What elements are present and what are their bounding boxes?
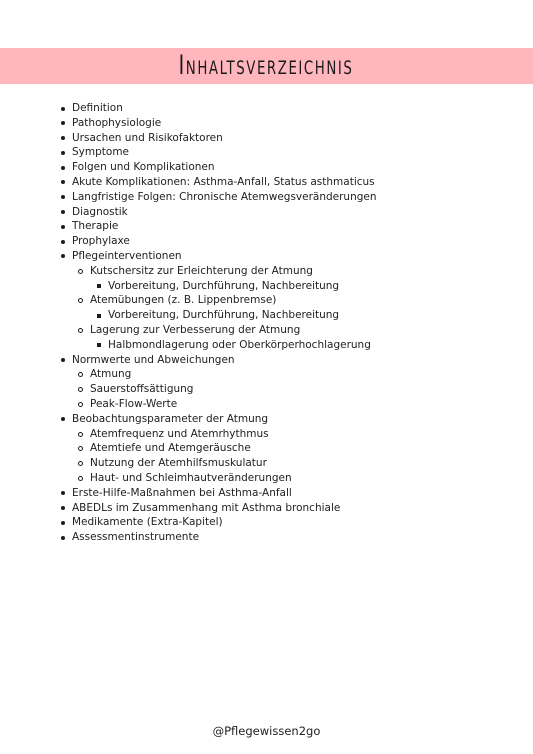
toc-item: Langfristige Folgen: Chronische Atemwegsveränderungen xyxy=(0,190,533,205)
toc-item-label: Pflegeinterventionen xyxy=(72,249,182,262)
toc-sublist xyxy=(72,367,533,411)
toc-item xyxy=(0,249,533,353)
toc-item: Diagnostik xyxy=(0,205,533,220)
toc-item-label: Normwerte und Abweichungen xyxy=(72,353,235,366)
toc-item: Assessmentinstrumente xyxy=(0,530,533,545)
toc-item: ABEDLs im Zusammenhang mit Asthma bronchiale xyxy=(0,501,533,516)
toc-subitem xyxy=(72,323,533,353)
table-of-contents xyxy=(0,101,533,545)
toc-item: Prophylaxe xyxy=(0,234,533,249)
title-band xyxy=(0,48,533,84)
toc-item: Erste-Hilfe-Maßnahmen bei Asthma-Anfall xyxy=(0,486,533,501)
toc-subitem xyxy=(72,293,533,323)
toc-sublist xyxy=(72,427,533,486)
toc-subsubitem: Vorbereitung, Durchführung, Nachbereitung xyxy=(90,308,533,323)
toc-item: Definition xyxy=(0,101,533,116)
toc-subitem: Haut- und Schleimhautveränderungen xyxy=(72,471,533,486)
toc-item xyxy=(0,412,533,486)
toc-subsubitem: Vorbereitung, Durchführung, Nachbereitung xyxy=(90,279,533,294)
footer-handle: @Pflegewissen2go xyxy=(212,724,321,738)
toc-item: Akute Komplikationen: Asthma-Anfall, Status asthmaticus xyxy=(0,175,533,190)
toc-subsublist xyxy=(90,308,533,323)
toc-item-label: Beobachtungsparameter der Atmung xyxy=(72,412,269,425)
toc-subsublist xyxy=(90,279,533,294)
toc-item: Medikamente (Extra-Kapitel) xyxy=(0,515,533,530)
toc-subitem-label: Kutschersitz zur Erleichterung der Atmung xyxy=(90,264,313,277)
toc-item: Ursachen und Risikofaktoren xyxy=(0,131,533,146)
toc-item: Pathophysiologie xyxy=(0,116,533,131)
toc-item: Symptome xyxy=(0,145,533,160)
toc-subitem: Sauerstoffsättigung xyxy=(72,382,533,397)
toc-subitem-label: Lagerung zur Verbesserung der Atmung xyxy=(90,323,301,336)
toc-item xyxy=(0,353,533,412)
toc-subsubitem: Halbmondlagerung oder Oberkörperhochlagerung xyxy=(90,338,533,353)
toc-subitem: Peak-Flow-Werte xyxy=(72,397,533,412)
toc-sublist xyxy=(72,264,533,353)
toc-subitem: Nutzung der Atemhilfsmuskulatur xyxy=(72,456,533,471)
toc-subsublist xyxy=(90,338,533,353)
page-title: Inhaltsverzeichnis xyxy=(179,49,354,81)
toc-subitem-label: Atemübungen (z. B. Lippenbremse) xyxy=(90,294,277,307)
toc-item: Therapie xyxy=(0,219,533,234)
toc-subitem: Atemtiefe und Atemgeräusche xyxy=(72,441,533,456)
toc-subitem: Atmung xyxy=(72,367,533,382)
toc-subitem: Atemfrequenz und Atemrhythmus xyxy=(72,427,533,442)
toc-subitem xyxy=(72,264,533,294)
toc-list xyxy=(0,101,533,545)
toc-item: Folgen und Komplikationen xyxy=(0,160,533,175)
